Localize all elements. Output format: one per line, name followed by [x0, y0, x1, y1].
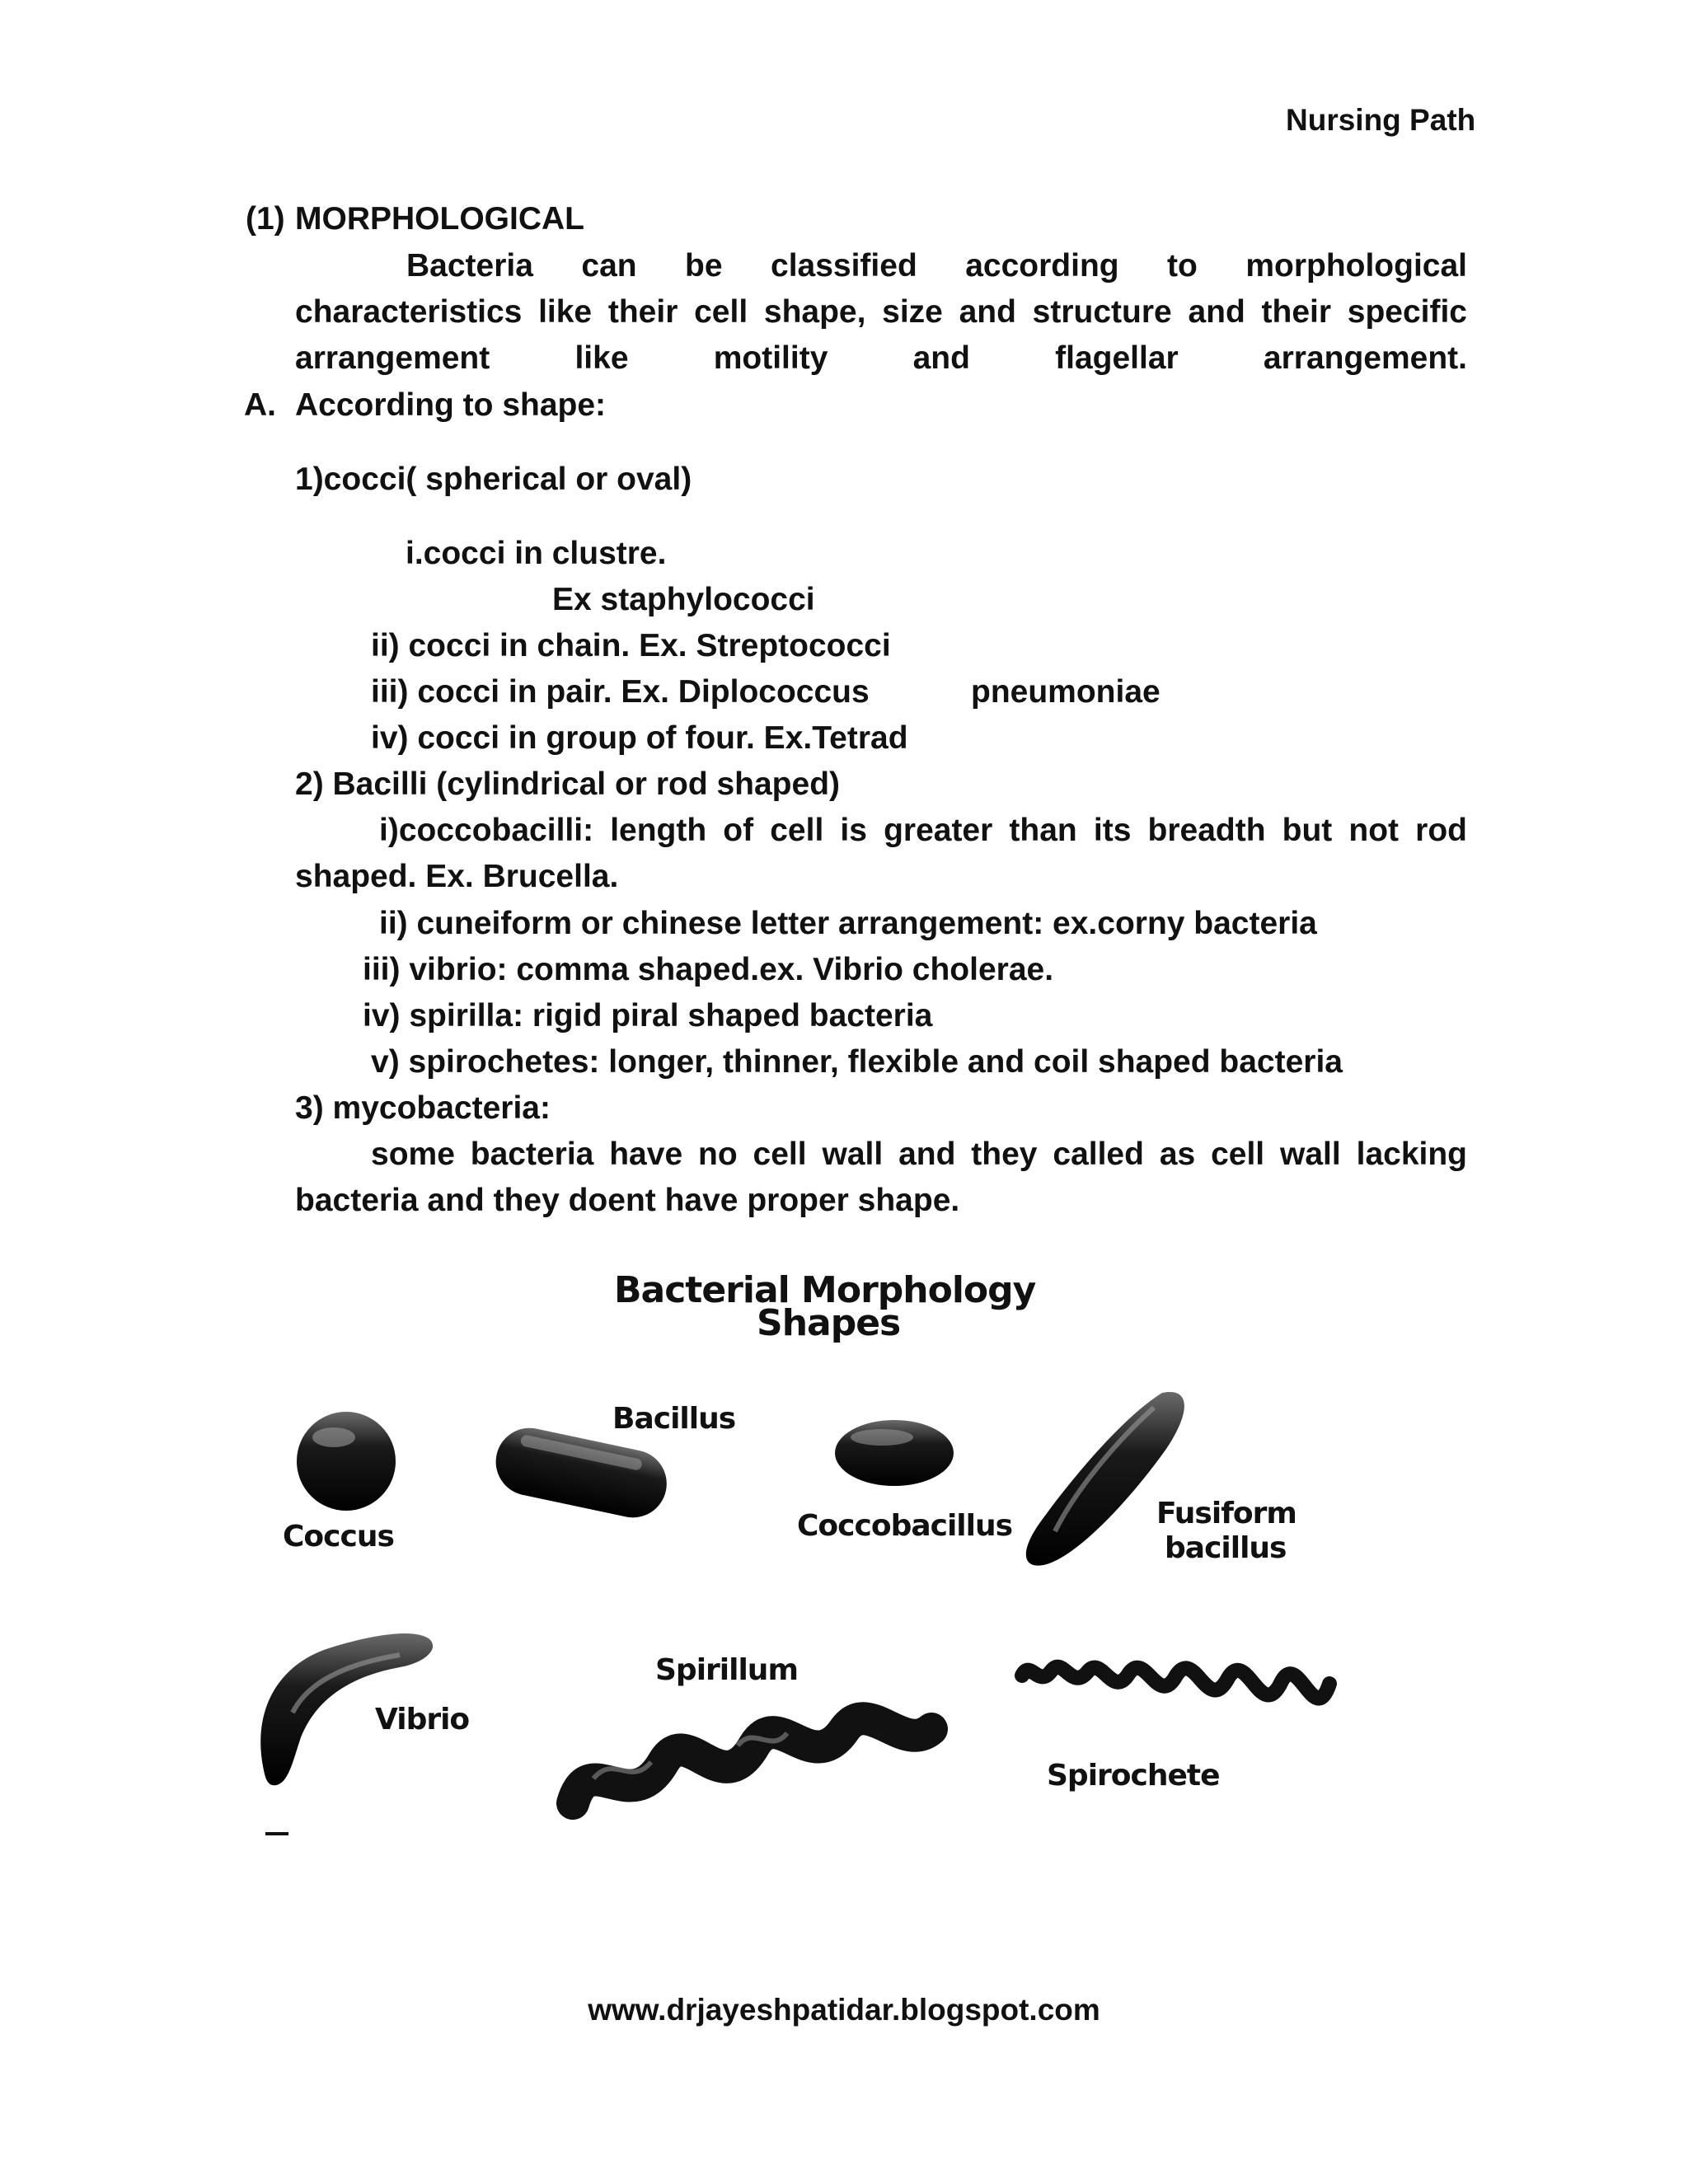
bacilli-item-1-line2: shaped. Ex. Brucella.	[295, 859, 619, 894]
page-header: Nursing Path	[1286, 103, 1476, 137]
bacillus-shape	[490, 1422, 673, 1524]
spirochete-label: Spirochete	[1047, 1759, 1220, 1793]
bacilli-item-2: ii) cuneiform or chinese letter arrangement: ex.corny bacteria	[379, 906, 1317, 941]
coccobacillus-label: Coccobacillus	[797, 1509, 1013, 1543]
myco-line1: some bacteria have no cell wall and they called as cell wall lacking	[371, 1137, 1467, 1172]
bacilli-item-1-line1: i)coccobacilli: length of cell is greater than its breadth but not rod	[379, 813, 1467, 848]
figure-title-line1: Bacterial Morphology	[614, 1269, 1036, 1311]
fusiform-label-line1: Fusiform	[1156, 1497, 1296, 1530]
bacilli-item-1	[295, 808, 1467, 900]
cocci-item-1: i.cocci in clustre.	[406, 536, 667, 571]
cocci-item-2: ii) cocci in chain. Ex. Streptococci	[371, 628, 891, 663]
section-title: MORPHOLOGICAL	[295, 201, 584, 237]
cocci-item-1-example: Ex staphylococci	[552, 582, 815, 617]
spirochete-shape	[1022, 1667, 1329, 1699]
bacilli-heading: 2) Bacilli (cylindrical or rod shaped)	[295, 766, 841, 802]
subsection-letter: A.	[244, 387, 276, 423]
cocci-heading: 1)cocci( spherical or oval)	[295, 462, 692, 497]
cocci-item-3-extra: pneumoniae	[971, 674, 1160, 710]
cocci-item-4: iv) cocci in group of four. Ex.Tetrad	[371, 720, 908, 756]
subsection-title: According to shape:	[295, 387, 607, 423]
page-footer-url[interactable]: www.drjayeshpatidar.blogspot.com	[588, 1993, 1100, 2027]
fusiform-label-line2: bacillus	[1165, 1531, 1287, 1565]
myco-line2: bacteria and they doent have proper shape.	[295, 1183, 960, 1218]
spirillum-label: Spirillum	[655, 1653, 798, 1687]
spirillum-shape	[573, 1718, 931, 1803]
figure-svg	[202, 1251, 1467, 1828]
bacilli-item-4: iv) spirilla: rigid piral shaped bacteria	[363, 998, 933, 1033]
stray-dash-mark	[265, 1832, 288, 1835]
coccobacillus-shape	[835, 1420, 954, 1486]
coccus-shape	[297, 1412, 396, 1511]
section-number: (1)	[246, 201, 285, 237]
bacilli-item-3: iii) vibrio: comma shaped.ex. Vibrio cholerae.	[363, 952, 1054, 987]
myco-paragraph	[295, 1132, 1467, 1224]
cocci-item-3: iii) cocci in pair. Ex. Diplococcus	[371, 674, 870, 710]
bacterial-morphology-figure	[202, 1251, 1467, 1828]
intro-paragraph: Bacteria can be classified according to morphological characteristics like their cell shape, size and structure and their specific arrangement like motility and flagellar arrangement.	[295, 248, 1467, 376]
bacilli-item-5: v) spirochetes: longer, thinner, flexible and coil shaped bacteria	[371, 1044, 1343, 1080]
figure-title-line2: Shapes	[757, 1302, 901, 1344]
coccus-label: Coccus	[283, 1520, 394, 1554]
fusiform-bacillus-shape	[1026, 1392, 1184, 1566]
myco-heading: 3) mycobacteria:	[295, 1090, 551, 1126]
vibrio-label: Vibrio	[375, 1703, 470, 1736]
bacillus-label: Bacillus	[612, 1402, 736, 1436]
